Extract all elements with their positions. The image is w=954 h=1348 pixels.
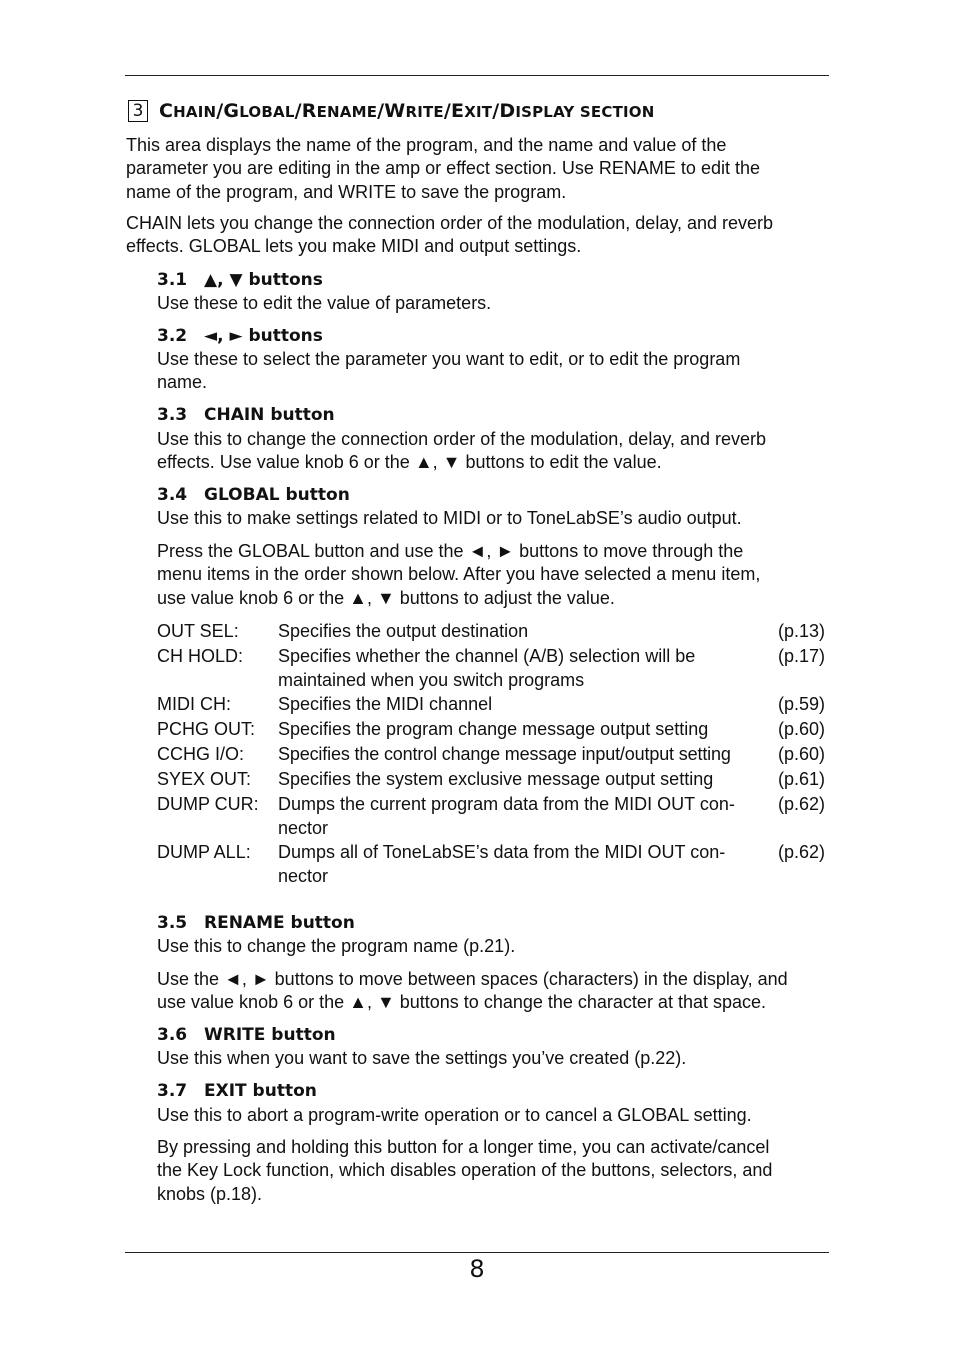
subsection-heading-3-4: 3.4 GLOBAL button bbox=[157, 485, 350, 505]
subsection-3-7-text-1: Use this to abort a program-write operation or to cancel a GLOBAL setting. bbox=[157, 1105, 752, 1125]
subsection-3-3-text: Use this to change the connection order of the modulation, delay, and reverb effects. Use value knob 6 or the ▲, ▼ buttons to edit the value. bbox=[157, 429, 767, 473]
subsection-heading-3-1: 3.1 ▲, ▼ buttons bbox=[157, 270, 323, 290]
section-title: CHAIN/GLOBAL/RENAME/WRITE/EXIT/DISPLAY SECTION bbox=[159, 100, 655, 122]
subsection-3-4-text-2: Press the GLOBAL button and use the ◄, ► buttons to move through the menu items in the order shown below. After you have selected a menu item, use value knob 6 or the ▲, ▼ buttons to adjust the value. bbox=[157, 541, 761, 608]
manual-page: 3 CHAIN/GLOBAL/RENAME/WRITE/EXIT/DISPLAY SECTION This area displays the name of the program, and the name and value of the parameter you are editing in the amp or effect section. Use RENAME to edit the name of the program, and WRITE to save the program. CHAIN lets you change the connection order of the modulation, delay, and reverb effects. GLOBAL lets you make MIDI and output settings. 3.1 ▲, ▼ buttons Use these to edit the value of parameters. 3.2 ◄, ► buttons Use these to select the parameter you want to edit, or to edit the program name. 3.3 CHAIN button Use this to change the connection order of the modulation, delay, and reverb effects. Use value knob 6 or the ▲, ▼ buttons to edit the value. 3.4 GLOBAL button Use this to make settings related to MIDI or to ToneLabSE’s audio output. Press the GLOBAL button and use the ◄, ► buttons to move through the menu items in the order shown below. After you have selected a menu item, use value knob 6 or the ▲, ▼ buttons to adjust the value. OUT SEL: Specifies the output destination (p.13) CH HOLD: Specifies whether the channel (A/B) selection will be maintained when you switch programs (p.17) MIDI CH: Specifies the MIDI channel (p.59) PCHG OUT: Specifies the program change message output setting (p.60) CCHG I/O: Specifies the control change message input/output setting (p.60) SYEX OUT: Specifies the system exclusive message output setting (p.61) DUMP CUR: Dumps the current program data from the MIDI OUT con- nector (p.62) DUMP ALL: Dumps all of ToneLabSE’s data from the MIDI OUT con- nector (p.62) 3.5 RENAME button Use this to change the program name (p.21). Use the ◄, ► buttons to move between spaces (characters) in the display, and use value knob 6 or the ▲, ▼ buttons to change the character at that space. 3.6 WRITE button Use this when you want to save the settings you’ve created (p.22). 3.7 EXIT button Use this to abort a program-write operation or to cancel a GLOBAL setting. By pressing and holding this button for a longer time, you can activate/cancel the Key Lock function, which disables operation of the buttons, selectors, and knobs (p.18). 8 bbox=[0, 0, 954, 1348]
intro-paragraph-2: CHAIN lets you change the connection order of the modulation, delay, and reverb effects. GLOBAL lets you make MIDI and output settings. bbox=[126, 213, 774, 257]
section-number-box: 3 bbox=[128, 100, 148, 122]
subsection-heading-3-2: 3.2 ◄, ► buttons bbox=[157, 326, 323, 346]
top-rule bbox=[125, 75, 829, 76]
section-heading bbox=[128, 100, 655, 122]
intro-paragraph-1: This area displays the name of the program, and the name and value of the parameter you are editing in the amp or effect section. Use RENAME to edit the name of the program, and WRITE to save the program. bbox=[126, 135, 760, 202]
subsection-heading-3-3: 3.3 CHAIN button bbox=[157, 405, 335, 425]
subsection-heading-3-5: 3.5 RENAME button bbox=[157, 913, 355, 933]
subsection-heading-3-7: 3.7 EXIT button bbox=[157, 1081, 317, 1101]
subsection-3-7-text-2: By pressing and holding this button for a longer time, you can activate/cancel the Key Lock function, which disables operation of the buttons, selectors, and knobs (p.18). bbox=[157, 1137, 773, 1204]
subsection-3-5-text-2: Use the ◄, ► buttons to move between spaces (characters) in the display, and use value knob 6 or the ▲, ▼ buttons to change the character at that space. bbox=[157, 969, 788, 1013]
bottom-rule bbox=[125, 1252, 829, 1253]
subsection-3-5-text-1: Use this to change the program name (p.21). bbox=[157, 936, 516, 956]
subsection-3-2-text: Use these to select the parameter you want to edit, or to edit the program name. bbox=[157, 349, 741, 393]
subsection-heading-3-6: 3.6 WRITE button bbox=[157, 1025, 336, 1045]
subsection-3-1-text: Use these to edit the value of parameters. bbox=[157, 293, 492, 313]
page-number: 8 bbox=[469, 1255, 485, 1283]
subsection-3-6-text: Use this when you want to save the settings you’ve created (p.22). bbox=[157, 1048, 687, 1068]
subsection-3-4-text-1: Use this to make settings related to MIDI or to ToneLabSE’s audio output. bbox=[157, 508, 742, 528]
